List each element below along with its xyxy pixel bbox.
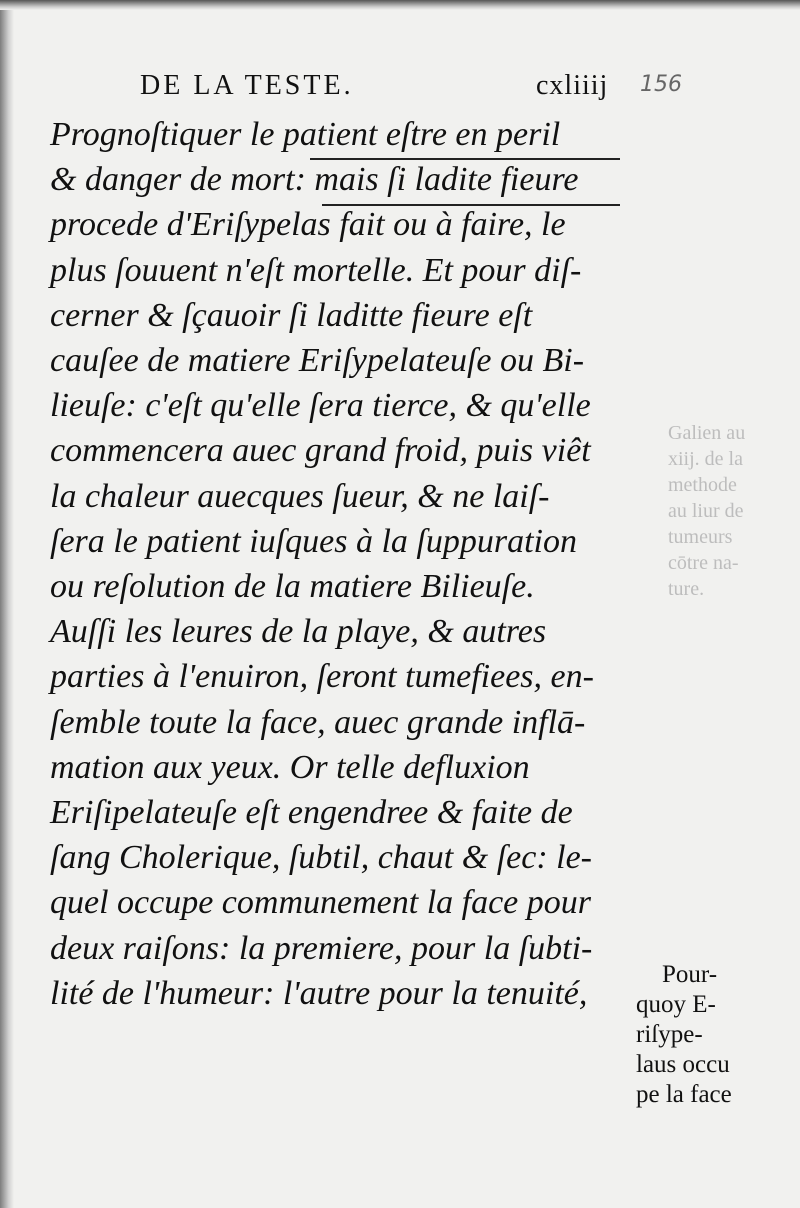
text-line: cerner & ſçauoir ſi laditte fieure eſt bbox=[50, 296, 533, 334]
bleed-through-line: tumeurs bbox=[668, 526, 733, 548]
main-text-block bbox=[50, 112, 622, 1016]
text-line: mation aux yeux. Or telle defluxion bbox=[50, 748, 530, 786]
marginal-note-line: Pour- bbox=[662, 961, 718, 988]
marginal-note-line: riſype- bbox=[636, 1021, 703, 1048]
marginal-note-line: pe la face bbox=[636, 1081, 732, 1108]
text-line: ſang Cholerique, ſubtil, chaut & ſec: le- bbox=[50, 839, 593, 877]
marginal-note bbox=[636, 960, 786, 1110]
text-line: Prognoſtiquer le patient eſtre en peril bbox=[50, 116, 561, 153]
text-line: plus ſouuent n'eſt mortelle. Et pour diſ- bbox=[50, 251, 582, 289]
handwritten-underline bbox=[322, 204, 620, 206]
text-line: lité de l'humeur: l'autre pour la tenuité, bbox=[50, 974, 588, 1012]
bleed-through-line: au liur de bbox=[668, 500, 744, 522]
text-line: commencera auec grand froid, puis viêt bbox=[50, 432, 591, 470]
page-top-edge bbox=[0, 0, 800, 10]
text-line: ou reſolution de la matiere Bilieuſe. bbox=[50, 568, 535, 606]
text-line: ſemble toute la face, auec grande inflā- bbox=[50, 703, 586, 741]
page-gutter-shadow bbox=[0, 0, 14, 1208]
text-line: Eriſipelateuſe eſt engendree & faite de bbox=[50, 794, 573, 832]
text-line: Auſſi les leures de la playe, & autres bbox=[50, 613, 547, 651]
marginal-note-line: laus occu bbox=[636, 1051, 730, 1078]
folio-number: cxliiij bbox=[536, 70, 609, 101]
text-line: ſera le patient iuſques à la ſuppuration bbox=[50, 522, 577, 560]
marginal-note-line: quoy E- bbox=[636, 991, 716, 1018]
running-head: DE LA TESTE. bbox=[140, 70, 354, 101]
handwritten-underline bbox=[310, 158, 620, 160]
text-line: la chaleur auecques ſueur, & ne laiſ- bbox=[50, 477, 550, 515]
bleed-through-line: Galien au bbox=[668, 422, 746, 444]
handwritten-page-number: 156 bbox=[640, 72, 682, 97]
bleed-through-line: ture. bbox=[668, 578, 705, 600]
bleed-through-line: cōtre na- bbox=[668, 552, 739, 574]
text-line: procede d'Eriſypelas fait ou à faire, le bbox=[50, 206, 566, 244]
bleed-through-text bbox=[668, 420, 788, 602]
text-line: cauſee de matiere Eriſypelateuſe ou Bi- bbox=[50, 342, 585, 380]
text-line: deux raiſons: la premiere, pour la ſubti- bbox=[50, 929, 593, 967]
bleed-through-line: methode bbox=[668, 474, 737, 496]
text-line: quel occupe communement la face pour bbox=[50, 884, 591, 922]
bleed-through-line: xiij. de la bbox=[668, 448, 743, 470]
text-line: lieuſe: c'eſt qu'elle ſera tierce, & qu'elle bbox=[50, 387, 591, 425]
text-line: & danger de mort: mais ſi ladite fieure bbox=[50, 161, 579, 199]
text-line: parties à l'enuiron, ſeront tumefiees, en- bbox=[50, 658, 594, 696]
